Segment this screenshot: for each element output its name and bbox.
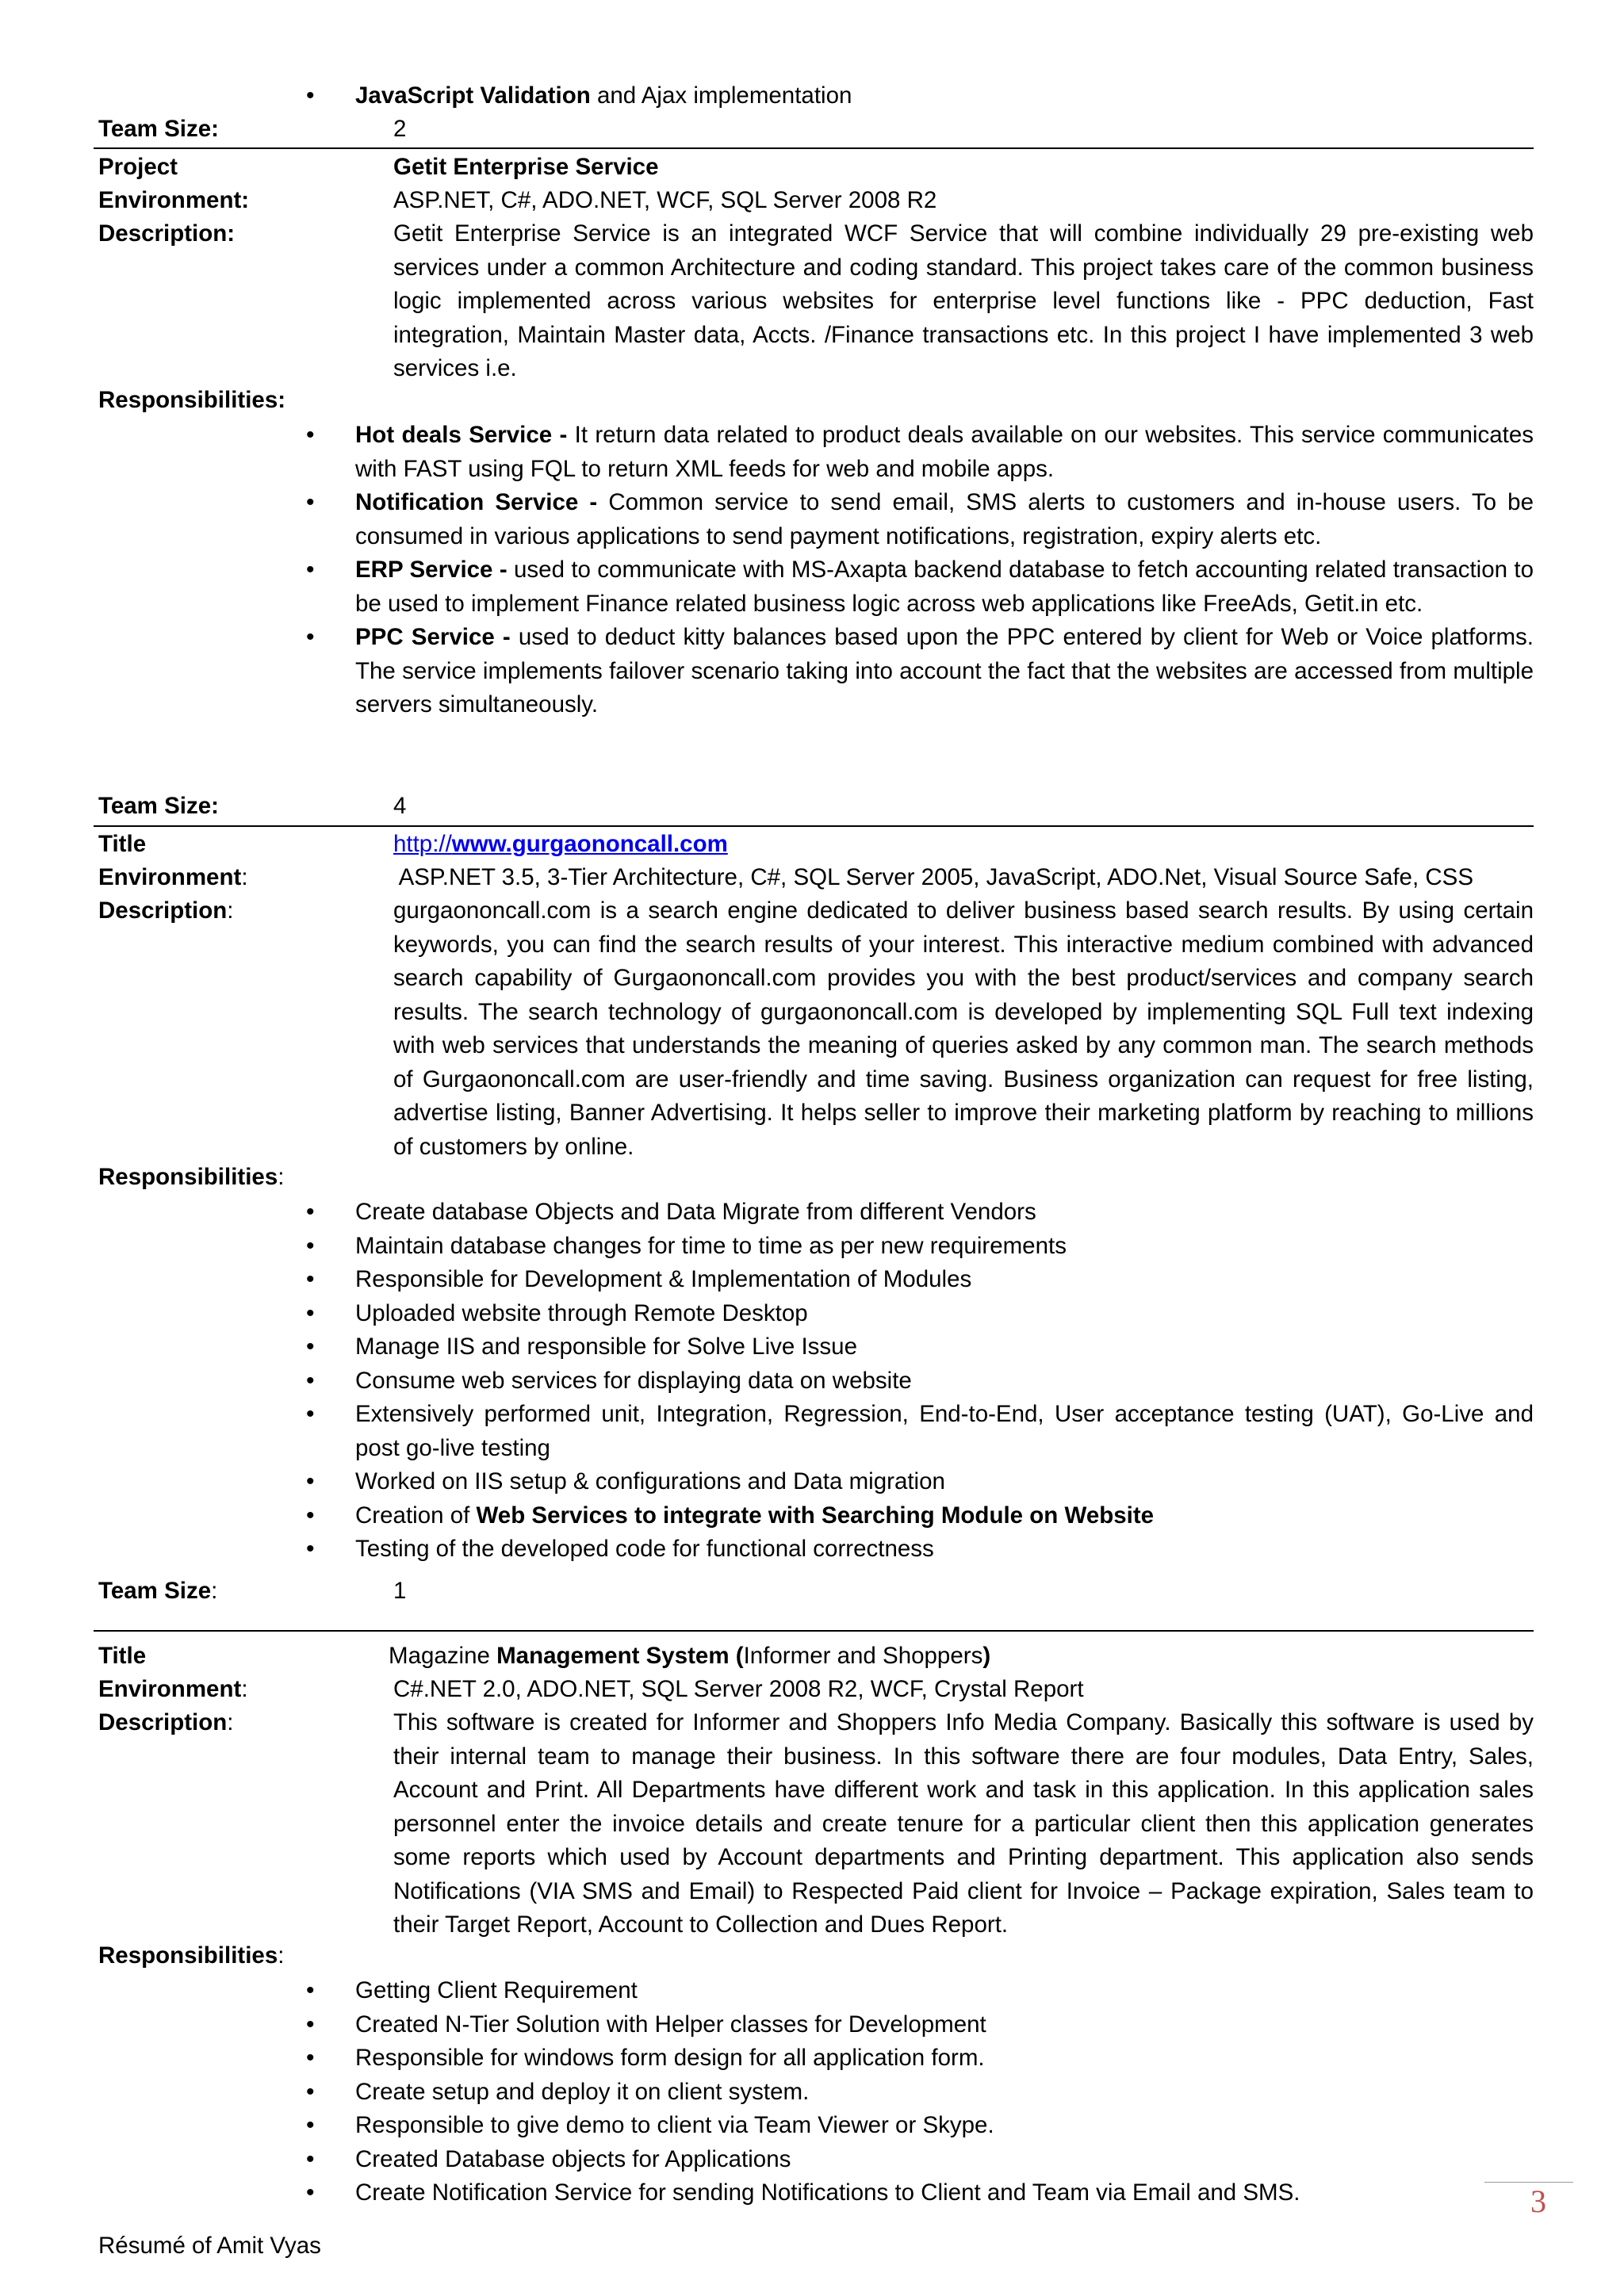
- project2-description: gurgaononcall.com is a search engine dedicated to deliver business based search results. By using certain keywords, you can find the search results of your interest. This interactive medium combined with advanced search capability of Gurgaononcall.com provides you with the best product/services and company search results. The search technology of gurgaononcall.com is developed by implementing SQL Full text indexing with web services that understands the meaning of queries asked by any common man. The search methods of Gurgaononcall.com are user-friendly and time saving. Business organization can request for free listing, advertise listing, Banner Advertising. It helps seller to improve their marketing platform by reaching to millions of customers by online.: [393, 897, 1534, 1160]
- list-item: • Create setup and deploy it on client system.: [355, 2076, 1534, 2110]
- project1-responsibilities-list: [355, 419, 1534, 722]
- project2-environment: ASP.NET 3.5, 3-Tier Architecture, C#, SQL Server 2005, JavaScript, ADO.Net, Visual Source Safe, CSS: [393, 864, 1473, 890]
- project1-description: Getit Enterprise Service is an integrated WCF Service that will combine individually 29 pre-existing web services under a common Architecture and coding standard. This project takes care of the common business logic implemented across various websites for enterprise level functions like - PPC deduction, Fast integration, Maintain Master data, Accts. /Finance transactions etc. In this project I have implemented 3 web services i.e.: [393, 220, 1534, 381]
- project-label: Project: [98, 154, 178, 180]
- list-item: • Created Database objects for Applications: [355, 2143, 1534, 2177]
- environment-label: Environment:: [98, 1676, 248, 1702]
- section-divider: [94, 1630, 1534, 1632]
- list-item: • Created N-Tier Solution with Helper classes for Development: [355, 2008, 1534, 2042]
- page-number-rule: [1484, 2182, 1573, 2183]
- title-label: Title: [98, 1643, 147, 1669]
- list-item: • Responsible for Development & Implementation of Modules: [355, 1263, 1534, 1297]
- list-item: • JavaScript Validation and Ajax implementation: [355, 79, 1534, 113]
- list-item: • Hot deals Service - It return data related to product deals available on our websites. This service communicates with FAST using FQL to return XML feeds for web and mobile apps.: [355, 419, 1534, 486]
- team-size-value: 2: [393, 116, 407, 142]
- project1-title: Getit Enterprise Service: [393, 154, 659, 180]
- section-divider: [94, 147, 1534, 149]
- responsibilities-label: Responsibilities:: [98, 1164, 285, 1190]
- description-label: Description:: [98, 1709, 234, 1735]
- list-item: • PPC Service - used to deduct kitty balances based upon the PPC entered by client for Web or Voice platforms. The service implements failover scenario taking into account the fact that the websites are accessed from multiple servers simultaneously.: [355, 621, 1534, 722]
- list-item: • Create Notification Service for sending Notifications to Client and Team via Email and SMS.: [355, 2176, 1534, 2210]
- project3-title: Magazine Management System (Informer and Shoppers): [389, 1643, 991, 1669]
- team-size-label: Team Size:: [98, 1578, 218, 1604]
- list-item: • Maintain database changes for time to time as per new requirements: [355, 1230, 1534, 1264]
- footer-text: Résumé of Amit Vyas: [98, 2233, 321, 2259]
- list-item: • Create database Objects and Data Migrate from different Vendors: [355, 1196, 1534, 1230]
- list-item: • Notification Service - Common service to send email, SMS alerts to customers and in-house users. To be consumed in various applications to send payment notifications, registration, expiry alerts etc.: [355, 486, 1534, 553]
- list-item: • Worked on IIS setup & configurations and Data migration: [355, 1465, 1534, 1499]
- project1-environment: ASP.NET, C#, ADO.NET, WCF, SQL Server 2008 R2: [393, 187, 937, 213]
- project2-url-link[interactable]: http://www.gurgaononcall.com: [393, 831, 728, 857]
- list-item: • Consume web services for displaying data on website: [355, 1364, 1534, 1399]
- project3-description: This software is created for Informer and Shoppers Info Media Company. Basically this software is used by their internal team to manage their business. In this software there are four modules, Data Entry, Sales, Account and Print. All Departments have different work and task in this application. In this application sales personnel enter the invoice details and create tenure for a particular client then this application generates some reports which used by Account departments and Printing department. This application also sends Notifications (VIA SMS and Email) to Respected Paid client for Invoice – Package expiration, Sales team to their Target Report, Account to Collection and Dues Report.: [393, 1709, 1534, 1938]
- page-number: 3: [1530, 2183, 1546, 2219]
- list-item: • Responsible for windows form design for all application form.: [355, 2042, 1534, 2076]
- list-item: • Extensively performed unit, Integration, Regression, End-to-End, User acceptance testing (UAT), Go-Live and post go-live testing: [355, 1398, 1534, 1465]
- responsibilities-label: Responsibilities:: [98, 387, 286, 413]
- list-item: • Responsible to give demo to client via Team Viewer or Skype.: [355, 2109, 1534, 2143]
- team-size-value: 1: [393, 1578, 407, 1604]
- description-label: Description:: [98, 897, 234, 924]
- list-item: • Uploaded website through Remote Desktop: [355, 1297, 1534, 1331]
- list-item: • Manage IIS and responsible for Solve Live Issue: [355, 1330, 1534, 1364]
- team-size-label: Team Size:: [98, 116, 219, 142]
- top-bullet-list: [355, 79, 1534, 113]
- title-label: Title: [98, 831, 147, 857]
- list-item: • Testing of the developed code for functional correctness: [355, 1533, 1534, 1567]
- team-size-value: 4: [393, 793, 407, 819]
- team-size-label: Team Size:: [98, 793, 219, 819]
- project3-responsibilities-list: [355, 1974, 1534, 2210]
- responsibilities-label: Responsibilities:: [98, 1942, 285, 1969]
- project3-environment: C#.NET 2.0, ADO.NET, SQL Server 2008 R2, WCF, Crystal Report: [393, 1676, 1084, 1702]
- list-item: • Getting Client Requirement: [355, 1974, 1534, 2008]
- section-divider: [94, 825, 1534, 827]
- list-item: • Creation of Web Services to integrate with Searching Module on Website: [355, 1499, 1534, 1533]
- description-label: Description:: [98, 220, 236, 247]
- environment-label: Environment:: [98, 187, 250, 213]
- project2-responsibilities-list: [355, 1196, 1534, 1567]
- environment-label: Environment:: [98, 864, 248, 890]
- list-item: • ERP Service - used to communicate with MS-Axapta backend database to fetch accounting related transaction to be used to implement Finance related business logic across web applications like FreeAds, Getit.in etc.: [355, 553, 1534, 621]
